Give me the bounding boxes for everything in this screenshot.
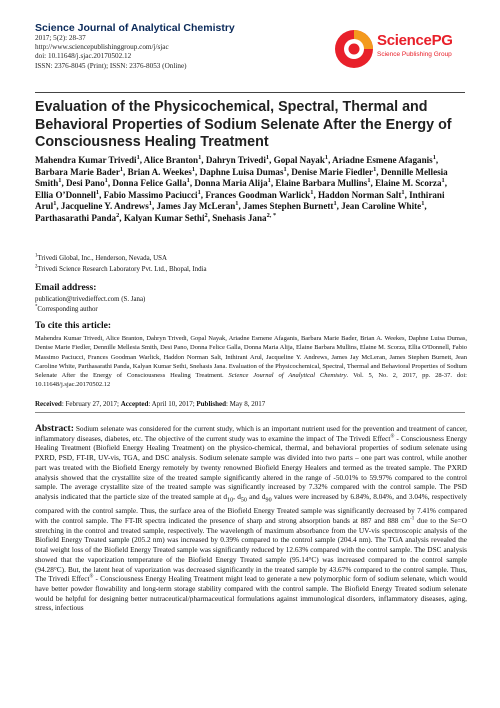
volume-line: 2017; 5(2): 28-37: [35, 34, 86, 42]
journal-header: [35, 22, 465, 86]
abstract-label: Abstract:: [35, 424, 74, 434]
issn-line: ISSN: 2376-8045 (Print); ISSN: 2376-8053 (Online): [35, 61, 187, 70]
author-list: Mahendra Kumar Trivedi$^1$, Alice Branton$^1$, Dahryn Trivedi$^1$, Gopal Nayak$^1$, Ariadne Esmene Afaganis$^1$, Barbara Marie Bader$^1$, Brian A. Weekes$^1$, Daphne Luisa Dumas$^1$, Denise Marie Fiedler$^1$, Dennille Mellesia Smith$^1$, Desi Pano$^1$, Donna Felice Galla$^1$, Donna Maria Alija$^1$, Elaine Barbara Mullins$^1$, Elaine M. Scorza$^1$, Ellia O’Donnell$^1$, Fabio Massimo Paciucci$^1$, Frances Goodman Warlick$^1$, Haddon Norman Salt$^1$, Inthirani Arul$^1$, Jacqueline Y. Andrews$^1$, James Jay McLeran$^1$, James Stephen Burnett$^1$, Jean Caroline White$^1$, Parthasarathi Panda$^2$, Kalyan Kumar Sethi$^2$, Snehasis Jana$^{2, *}$: [35, 153, 448, 223]
logo-wordmark: SciencePG: [377, 32, 453, 49]
cite-heading: To cite this article:: [35, 320, 112, 331]
sciencepg-logo-icon: [333, 28, 375, 70]
article-title: Evaluation of the Physicochemical, Spectral, Thermal and Behavioral Properties of Sodium Selenate After the Energy of Consciousness Healing Treatment: [35, 99, 452, 150]
citation-text: Mahendra Kumar Trivedi, Alice Branton, Dahryn Trivedi, Gopal Nayak, Ariadne Esmene Afaganis, Barbara Marie Bader, Brian A. Weekes, Daphne Luisa Dumas, Denise Marie Fiedler, Dennille Mellesia Smith, Desi Pano, Donna Felice Galla, Donna Maria Alija, Elaine Barbara Mullins, Elaine M. Scorza, Ellia O'Donnell, Fabio Massimo Paciucci, Frances Goodman Warlick, Haddon Norman Salt, Inthirani Arul, Jacqueline Y. Andrews, James Jay McLeran, James Stephen Burnett, Jean Caroline White, Parthasarathi Panda, Kalyan Kumar Sethi, Snehasis Jana. Evaluation of the Physicochemical, Spectral, Thermal and Behavioral Properties of Sodium Selenate After the Energy of Consciousness Healing Treatment. Science Journal of Analytical Chemistry. Vol. 5, No. 2, 2017, pp. 28-37. doi: 10.11648/j.sjac.20170502.12: [35, 335, 467, 389]
email-heading: Email address:: [35, 282, 97, 293]
logo-subtitle: Science Publishing Group: [377, 51, 452, 58]
journal-name: Science Journal of Analytical Chemistry: [35, 22, 235, 34]
dates-divider: [35, 412, 465, 413]
email-address[interactable]: publication@trivedieffect.com (S. Jana) *Corresponding author: [35, 296, 146, 313]
abstract-text: [35, 424, 467, 613]
abstract-body: Sodium selenate was considered for the current study, which is an important nutrient used for the prevention and treatment of cancer, inflammatory diseases, diabetes, etc. The objective of the current study was to examine the impact of The Trivedi Effect® - Consciousness Energy Healing Treatment (Biofield Energy Healing Treatment) on the physico-chemical, thermal, and behavioral properties of sodium selenate using PXRD, PSD, FT-IR, UV-vis, TGA, and DSC analysis. Sodium selenate sample was divided into two parts – one part was control, while another part was treated with the Biofield Energy remotely by twenty renowned Biofield Energy Healers and termed as the treated sample. The PXRD analysis showed that the crystallite size of the treated sample significantly altered in the range of -50.01% to 59.97% compared to the control sample. The average crystallite size of the treated sample was significantly increased by 7.32% compared with the control sample. The PSD analysis indicated that the particle size of the treated sample at $d_{10}$, $d_{50}$ and $d_{90}$ values were increased by 6.84%, 8.04%, and 3.04%, respectively compared with the control sample. Thus, the surface area of the Biofield Energy Treated sample was significantly decreased by 7.41% compared with the control sample. The FT-IR spectra indicated the presence of sharp and strong absorption bands at 887 and 888 $cm^{-1}$ due to the Se=O stretching in the control and treated sample, respectively. The wavelength of maximum absorbance from the UV-vis spectroscopic analysis of the Biofield Energy Treated sample (205.2 nm) was increased by 0.39% compared to the control sample (204.4 nm). The TGA analysis revealed the total weight loss of the Biofield Energy Treated sample was significantly reduced by 12.63% compared with the control sample. The DSC analysis showed that the vaporization temperature of the Biofield Energy Treated sample (95.14°C) was increased compared to the control sample (94.28°C). But, the latent heat of vaporization was decreased significantly in the treated sample by 43.67% compared to the control sample. Thus, The Trivedi Effect® - Consciousness Energy Healing Treatment might lead to generate a new polymorphic form of sodium selenate, which would have better powder flowability and long-term storage stability compared with the control sample. The Biofield Energy Treated sodium selenate would be helpful for designing better nutraceutical/pharmaceutical formulations against immunological disorders, inflammatory diseases, aging, stress, infectious: [35, 424, 467, 613]
publisher-logo: [333, 26, 465, 78]
header-divider: [35, 92, 465, 93]
publication-dates: Received: February 27, 2017; Accepted: April 10, 2017; Published: May 8, 2017: [35, 400, 266, 408]
affiliations: $^1$Trivedi Global, Inc., Henderson, Nevada, USA $^2$Trivedi Science Research Laboratory Pvt. Ltd., Bhopal, India: [35, 253, 207, 273]
journal-url[interactable]: http://www.sciencepublishinggroup.com/j/sjac: [35, 43, 169, 52]
doi-line: doi: 10.11648/j.sjac.20170502.12: [35, 52, 132, 61]
abstract-section: [35, 424, 467, 706]
